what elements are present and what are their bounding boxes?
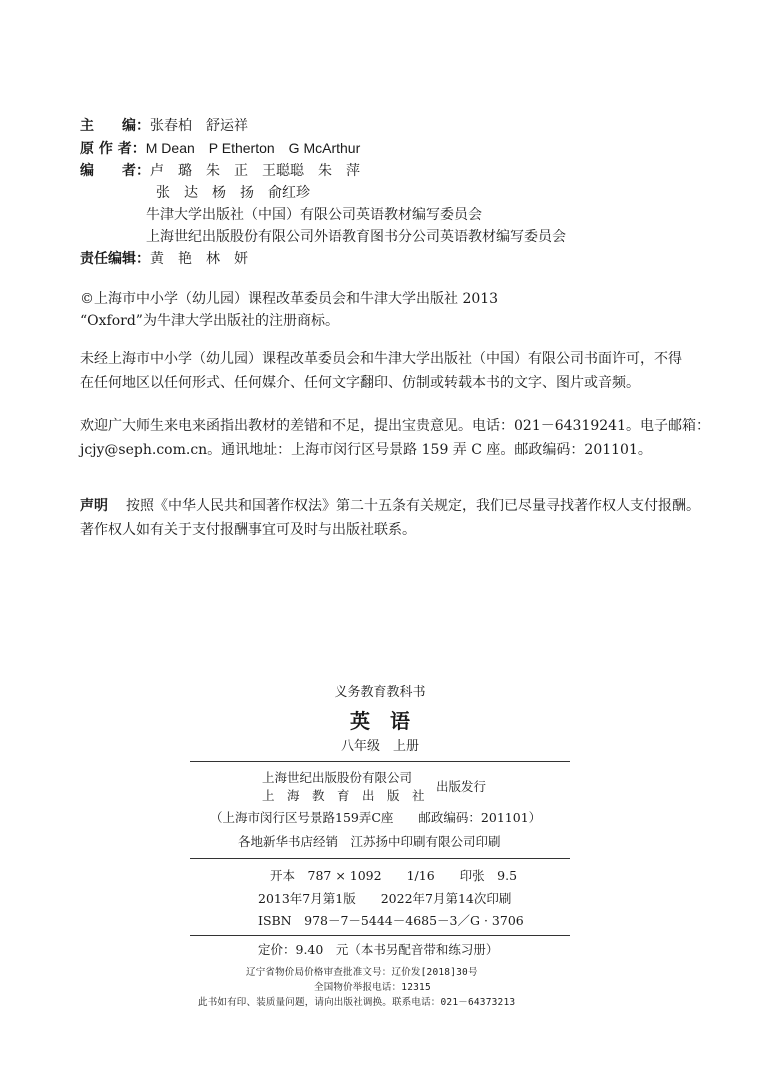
responsible-editor-value: 黄 艳 林 妍 xyxy=(150,251,248,267)
statement-line-1-row xyxy=(80,494,700,518)
distribution-line: 各地新华书店经销 江苏扬中印刷有限公司印刷 xyxy=(238,834,501,849)
statement-line-2: 著作权人如有关于支付报酬事宜可及时与出版社联系。 xyxy=(80,522,416,538)
imprint-rule-top xyxy=(190,761,570,762)
editors-line-3: 牛津大学出版社（中国）有限公司英语教材编写委员会 xyxy=(146,207,482,223)
chief-editor-label: 主 编： xyxy=(80,118,150,134)
editors-row xyxy=(80,160,566,182)
feedback-line-2: jcjy@seph.com.cn。通讯地址：上海市闵行区号景路 159 弄 C 座。邮政编码：201101。 xyxy=(80,442,652,458)
statement-label: 声明 xyxy=(80,498,108,514)
publisher-address: （上海市闵行区号景路159弄C座 邮政编码：201101） xyxy=(210,810,542,825)
copyright-block xyxy=(80,288,498,332)
format-line: 开本 787 × 1092 1/16 印张 9.5 xyxy=(270,868,518,883)
responsible-editor-label: 责任编辑： xyxy=(80,251,150,267)
trademark-line: “Oxford”为牛津大学出版社的注册商标。 xyxy=(80,313,339,329)
responsible-editor-row xyxy=(80,248,566,270)
original-authors-row xyxy=(80,137,566,160)
publisher-2: 上 海 教 育 出 版 社 xyxy=(262,788,425,803)
isbn-line: ISBN 978－7－5444－4685－3／G · 3706 xyxy=(258,913,524,928)
editors-line-4-row xyxy=(80,226,566,248)
feedback-line-1: 欢迎广大师生来电来函指出教材的差错和不足，提出宝贵意见。电话：021－64319241。电子邮箱： xyxy=(80,418,710,434)
statement-line-1: 按照《中华人民共和国著作权法》第二十五条有关规定，我们已尽量寻找著作权人支付报酬。 xyxy=(126,498,700,514)
publisher-1: 上海世纪出版股份有限公司 xyxy=(262,770,413,785)
editors-line-1: 卢 璐 朱 正 王聪聪 朱 萍 xyxy=(150,163,360,179)
quality-notice: 此书如有印、装质量问题，请向出版社调换。联系电话：021－64373213 xyxy=(198,997,516,1008)
editors-line-2-row xyxy=(80,182,566,204)
copyright-line: ©上海市中小学（幼儿园）课程改革委员会和牛津大学出版社 2013 xyxy=(80,291,499,307)
price-hotline: 全国物价举报电话：12315 xyxy=(314,982,431,993)
original-authors-value: M Dean P Etherton G McArthur xyxy=(145,140,361,156)
price-line: 定价：9.40 元（本书另配音带和练习册） xyxy=(258,942,499,957)
book-grade: 八年级 上册 xyxy=(340,739,419,754)
editors-line-4: 上海世纪出版股份有限公司外语教育图书分公司英语教材编写委员会 xyxy=(146,229,566,245)
original-authors-label: 原 作 者： xyxy=(80,141,146,157)
editors-line-2: 张 达 杨 扬 俞红珍 xyxy=(156,185,310,201)
book-title: 英 语 xyxy=(350,709,410,733)
editors-label: 编 者： xyxy=(80,163,150,179)
edition-line: 2013年7月第1版 2022年7月第14次印刷 xyxy=(258,891,512,906)
imprint-rule-bottom xyxy=(190,935,570,936)
statement-block xyxy=(80,494,700,542)
editors-line-3-row xyxy=(80,204,566,226)
chief-editor-row xyxy=(80,115,566,137)
publish-role: 出版发行 xyxy=(436,779,487,794)
credits-block xyxy=(80,115,566,270)
chief-editor-value: 张春柏 舒运祥 xyxy=(150,118,248,134)
permission-notice: 未经上海市中小学（幼儿园）课程改革委员会和牛津大学出版社（中国）有限公司书面许可，不得在任何地区以任何形式、任何媒介、任何文字翻印、仿制或转载本书的文字、图片或音频。 xyxy=(80,351,682,391)
imprint-rule-middle xyxy=(190,858,570,859)
feedback-block xyxy=(80,414,710,462)
price-approval: 辽宁省物价局价格审查批准文号：辽价发[2018]30号 xyxy=(246,967,478,978)
series-name: 义务教育教科书 xyxy=(334,685,426,700)
